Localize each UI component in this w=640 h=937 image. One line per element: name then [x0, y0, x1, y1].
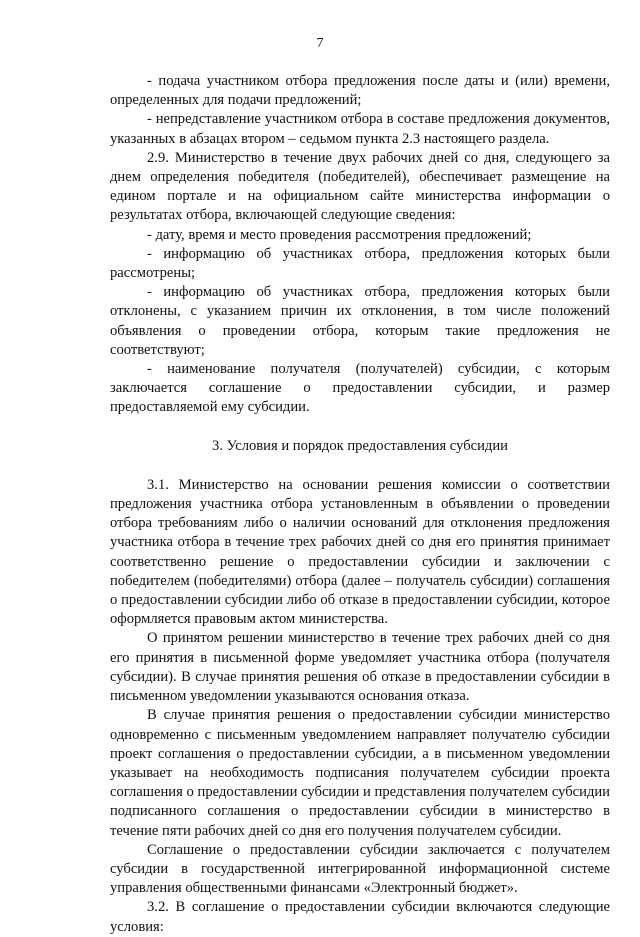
paragraph-considered-participants: - информацию об участниках отбора, предложения которых были рассмотрены; [110, 245, 610, 282]
paragraph-late-submission: - подача участником отбора предложения после даты и (или) времени, определенных для подачи предложений; [110, 73, 610, 109]
paragraph-3-1: 3.1. Министерство на основании решения комиссии о соответствии предложения участника отбора установленным в объявлении о проведении отбора требованиям либо о наличии оснований для отклонения предложения участника отбора в течение трех рабочих дней со дня его принятия принимает соответственно решение о предоставлении субсидии и заключении с победителем (победителями) отбора (далее – получатель субсидии) соглашения о предоставлении субсидии либо об отказе в предоставлении субсидии, которое оформляется правовым актом министерства. [110, 476, 610, 628]
paragraph-recipient-name: - наименование получателя (получателей) субсидии, с которым заключается соглашение о предоставлении субсидии, и размер предоставляемой ему субсидии. [110, 361, 610, 416]
paragraph-3-2: 3.2. В соглашение о предоставлении субсидии включаются следующие условия: [110, 899, 610, 935]
page-number: 7 [316, 36, 324, 51]
paragraph-2-9: 2.9. Министерство в течение двух рабочих дней со дня, следующего за днем определения победителя (победителей), обеспечивает размещение на едином портале и на официальном сайте министерства информации о результатах отбора, включающей следующие сведения: [110, 149, 610, 224]
paragraph-date-time-place: - дату, время и место проведения рассмотрения предложений; [147, 226, 532, 243]
paragraph-electronic-budget: Соглашение о предоставлении субсидии заключается с получателем субсидии в государственной интегрированной информационной системе управления общественными финансами «Электронный бюджет». [110, 841, 610, 897]
section-heading: 3. Условия и порядок предоставления субсидии [212, 437, 508, 454]
paragraph-agreement-draft: В случае принятия решения о предоставлении субсидии министерство одновременно с письменным уведомлением направляет получателю субсидии проект соглашения о предоставлении субсидии, а в письменном уведомлении указывает на необходимость подписания получателем субсидии проекта соглашения о предоставлении субсидии и представления получателем субсидии подписанного соглашения о предоставлении субсидии в министерство в течение пяти рабочих дней со дня его получения получателем субсидии. [110, 707, 610, 839]
document-body [110, 72, 610, 937]
paragraph-rejected-participants: - информацию об участниках отбора, предложения которых были отклонены, с указанием причин их отклонения, в том числе положений объявления о проведении отбора, которым такие предложения не соответствуют; [110, 284, 610, 358]
paragraph-decision-notice: О принятом решении министерство в течение трех рабочих дней со дня его принятия в письменной форме уведомляет участника отбора (получателя субсидии). В случае принятия решения об отказе в предоставлении субсидии в письменном уведомлении указываются основания отказа. [110, 630, 610, 705]
paragraph-missing-documents: - непредставление участником отбора в составе предложения документов, указанных в абзацах втором – седьмом пункта 2.3 настоящего раздела. [110, 111, 610, 147]
